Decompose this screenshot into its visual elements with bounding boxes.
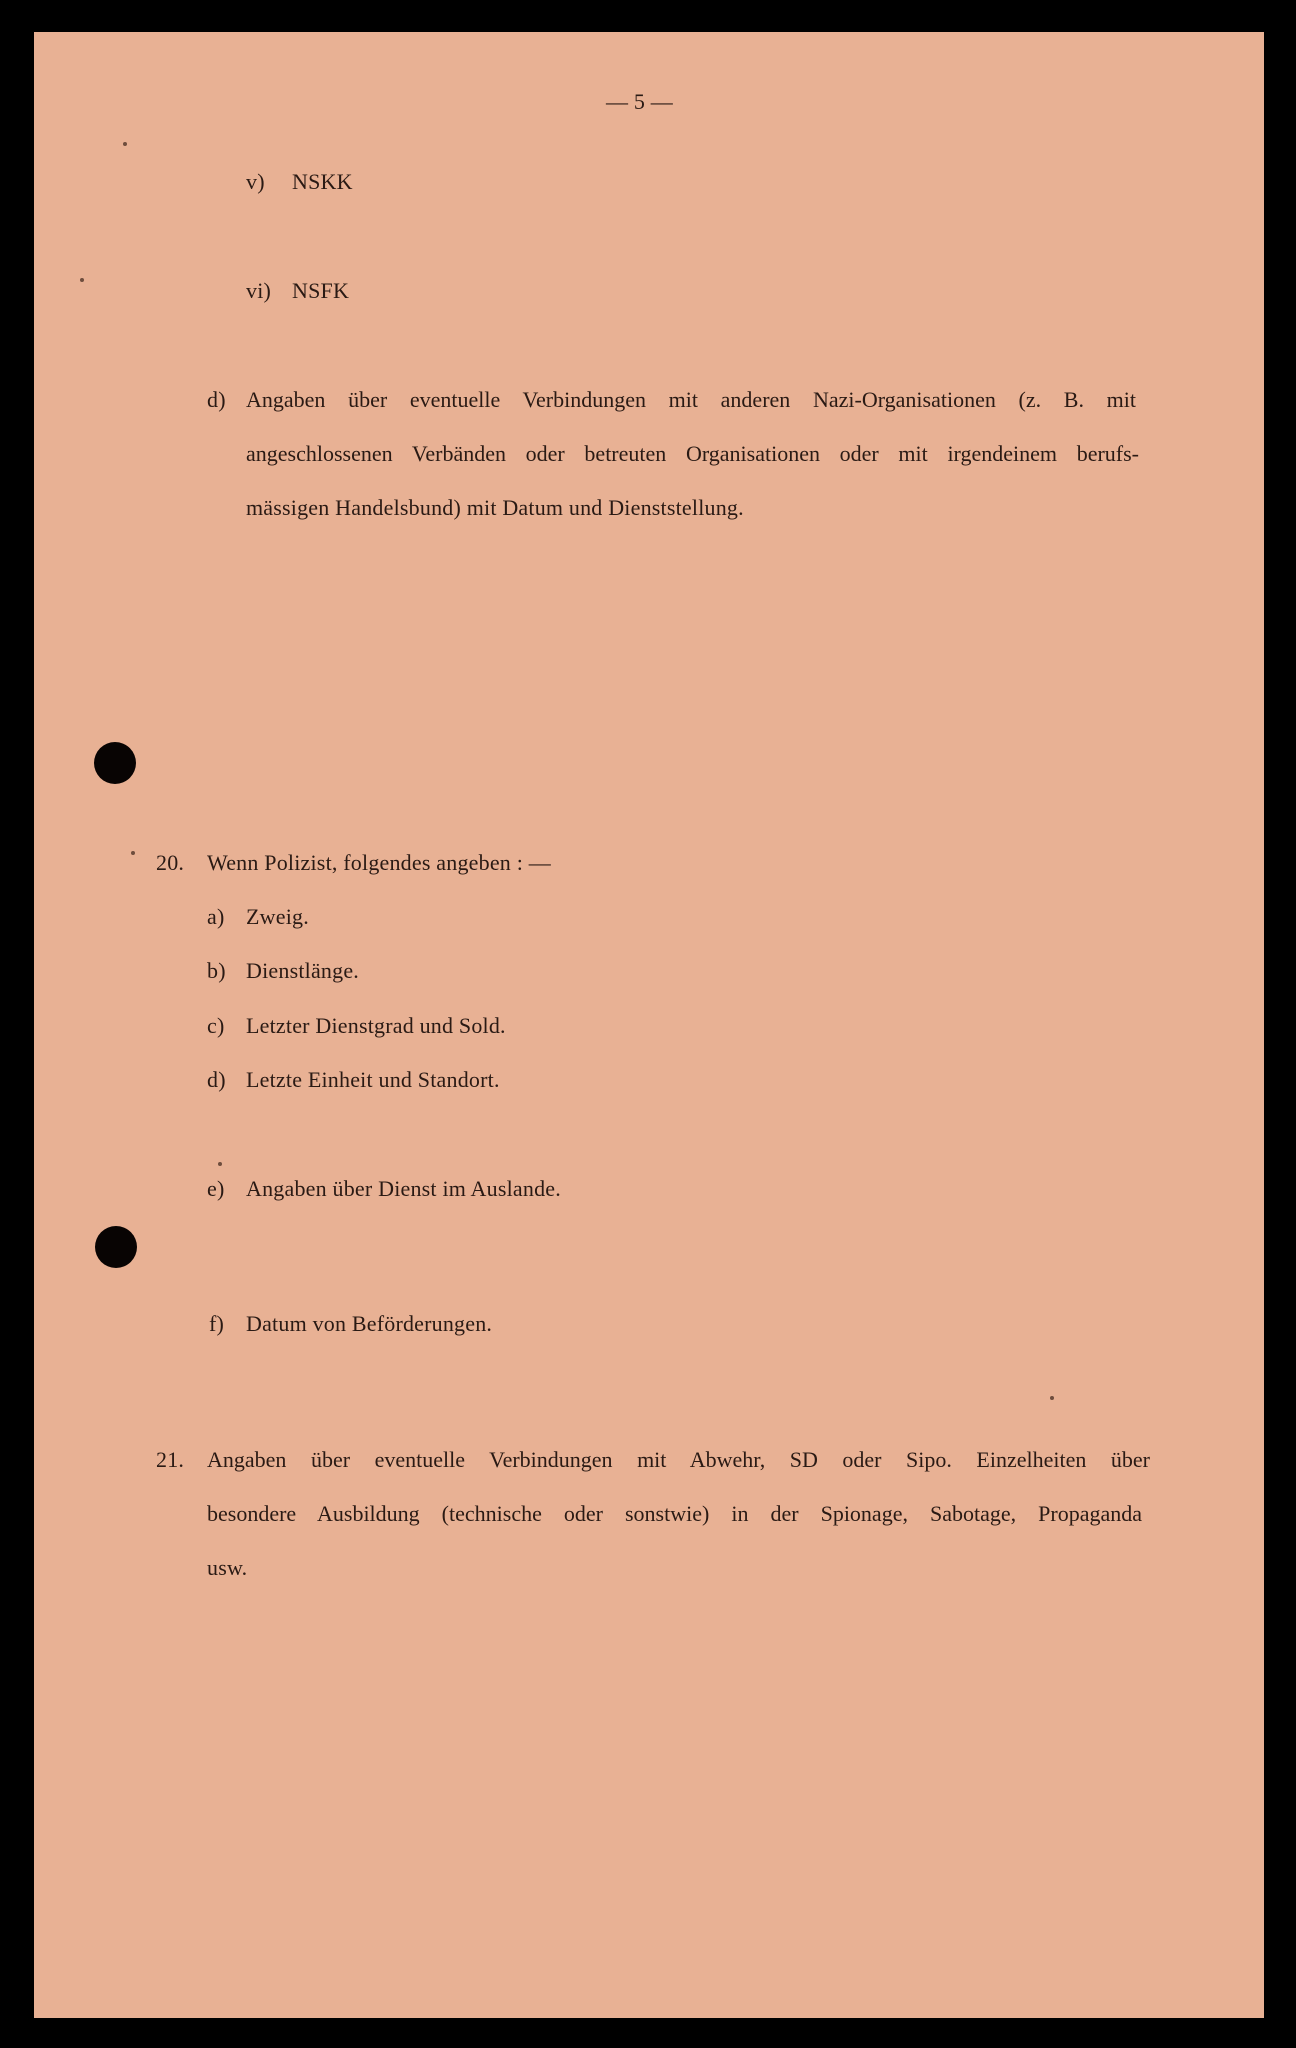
q20-item-text-f: Datum von Beförderungen. xyxy=(246,1311,493,1336)
paper-speck xyxy=(123,142,127,146)
item-d-line-1: Angaben über eventuelle Verbindungen mit anderen Nazi-Organisationen (z. B. mit xyxy=(246,387,1136,412)
q20-item-text-d: Letzte Einheit und Standort. xyxy=(246,1067,500,1092)
paper-speck xyxy=(1050,1396,1054,1400)
q20-item-text-b: Dienstlänge. xyxy=(246,958,359,983)
item-label-v: v) xyxy=(246,169,265,194)
question-21-line-3: usw. xyxy=(207,1555,248,1580)
question-21-number: 21. xyxy=(156,1447,185,1472)
item-label-vi: vi) xyxy=(246,278,272,303)
punch-hole-top xyxy=(94,742,136,784)
q20-item-text-a: Zweig. xyxy=(246,904,309,929)
paper-speck xyxy=(131,851,135,855)
q20-item-label-a: a) xyxy=(207,904,225,929)
q20-item-label-d: d) xyxy=(207,1067,226,1092)
q20-item-text-c: Letzter Dienstgrad und Sold. xyxy=(246,1013,506,1038)
item-text-nsfk: NSFK xyxy=(292,278,350,303)
item-label-d: d) xyxy=(207,387,226,412)
question-21-line-2: besondere Ausbildung (technische oder sonstwie) in der Spionage, Sabotage, Propaganda xyxy=(207,1501,1142,1526)
question-20-text: Wenn Polizist, folgendes angeben : — xyxy=(207,850,551,875)
q20-item-label-c: c) xyxy=(207,1013,225,1038)
q20-item-label-b: b) xyxy=(207,958,226,983)
item-d-line-3: mässigen Handelsbund) mit Datum und Dienststellung. xyxy=(246,495,744,520)
question-21-line-1: Angaben über eventuelle Verbindungen mit Abwehr, SD oder Sipo. Einzelheiten über xyxy=(207,1447,1150,1472)
punch-hole-bottom xyxy=(95,1226,137,1268)
question-20-number: 20. xyxy=(156,850,185,875)
page-number: — 5 — xyxy=(606,89,673,114)
q20-item-label-e: e) xyxy=(207,1176,225,1201)
item-text-nskk: NSKK xyxy=(292,169,353,194)
q20-item-label-f: f) xyxy=(209,1311,225,1336)
paper-speck xyxy=(218,1162,222,1166)
document-page xyxy=(34,32,1264,2018)
item-d-line-2: angeschlossenen Verbänden oder betreuten Organisationen oder mit irgendeinem berufs- xyxy=(246,441,1139,466)
paper-speck xyxy=(80,278,84,282)
q20-item-text-e: Angaben über Dienst im Auslande. xyxy=(246,1176,561,1201)
